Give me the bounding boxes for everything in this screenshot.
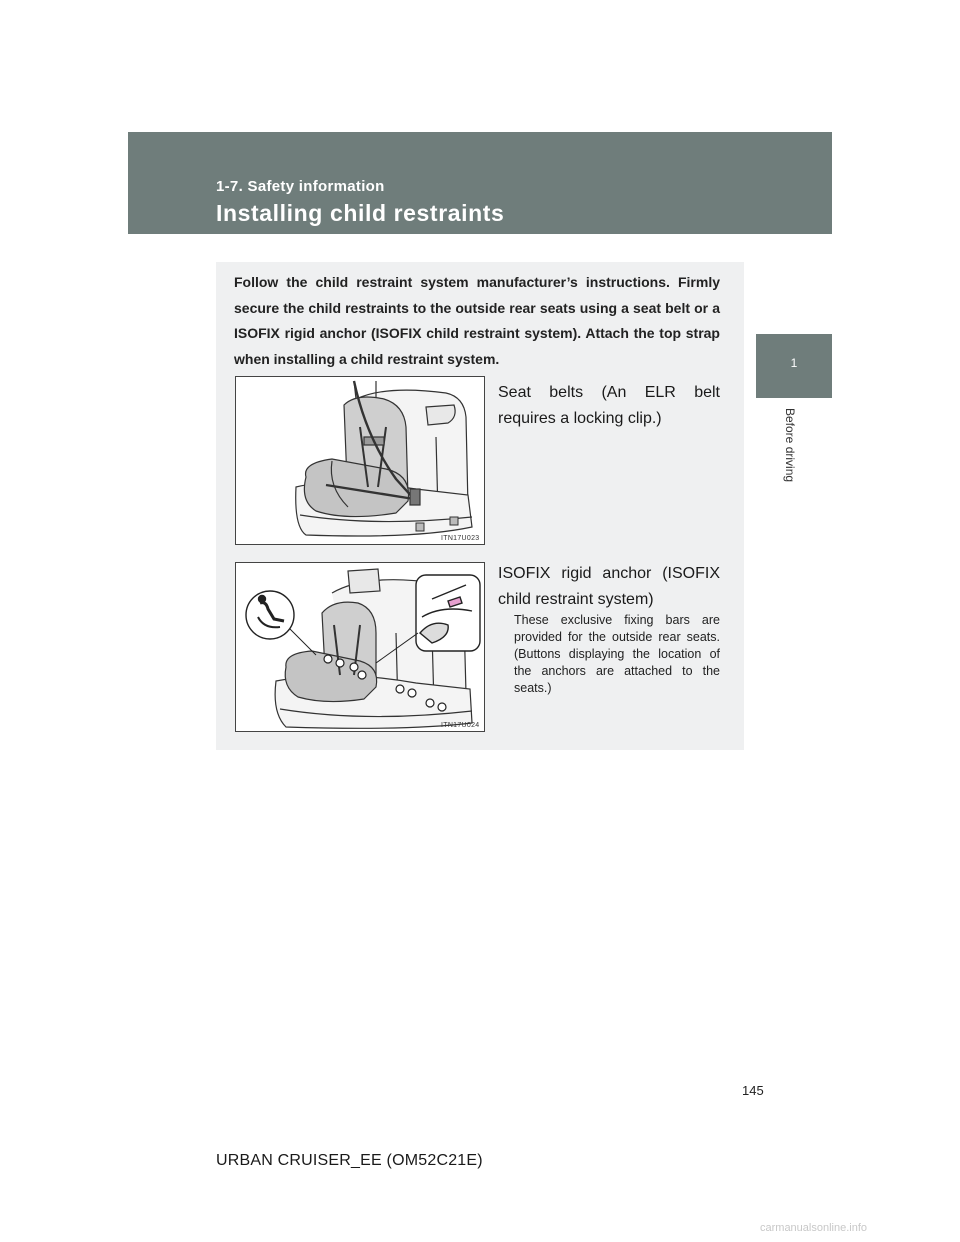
chapter-tab-number: 1	[790, 356, 798, 370]
figure-code: ITN17U024	[441, 722, 480, 729]
isofix-illustration	[235, 562, 485, 732]
child-seat-belt-drawing	[236, 377, 484, 544]
seat-belt-illustration	[235, 376, 485, 545]
chapter-tab[interactable]	[756, 334, 832, 398]
watermark: carmanualsonline.info	[760, 1222, 868, 1234]
intro-paragraph: Follow the child restraint system manufacturer’s instructions. Firmly secure the child restraints to the outside rear seats using a seat belt or a ISOFIX rigid anchor (ISOFIX child restraint system). Attach the top strap when installing a child restraint system.	[234, 274, 720, 367]
section-label: 1-7. Safety information	[216, 178, 385, 195]
seat-belt-heading: Seat belts (An ELR belt requires a locking clip.)	[498, 384, 720, 427]
chapter-tab-label: Before driving	[783, 408, 797, 483]
figure-code: ITN17U023	[441, 535, 480, 542]
page-title: Installing child restraints	[216, 200, 505, 226]
page-number: 145	[742, 1083, 764, 1098]
isofix-heading: ISOFIX rigid anchor (ISOFIX child restraint system)	[498, 565, 720, 608]
document-id: URBAN CRUISER_EE (OM52C21E)	[216, 1152, 483, 1169]
isofix-description: These exclusive fixing bars are provided for the outside rear seats. (Buttons displaying the location of the anchors are attached to the seats.)	[514, 613, 720, 695]
isofix-drawing	[236, 563, 484, 731]
